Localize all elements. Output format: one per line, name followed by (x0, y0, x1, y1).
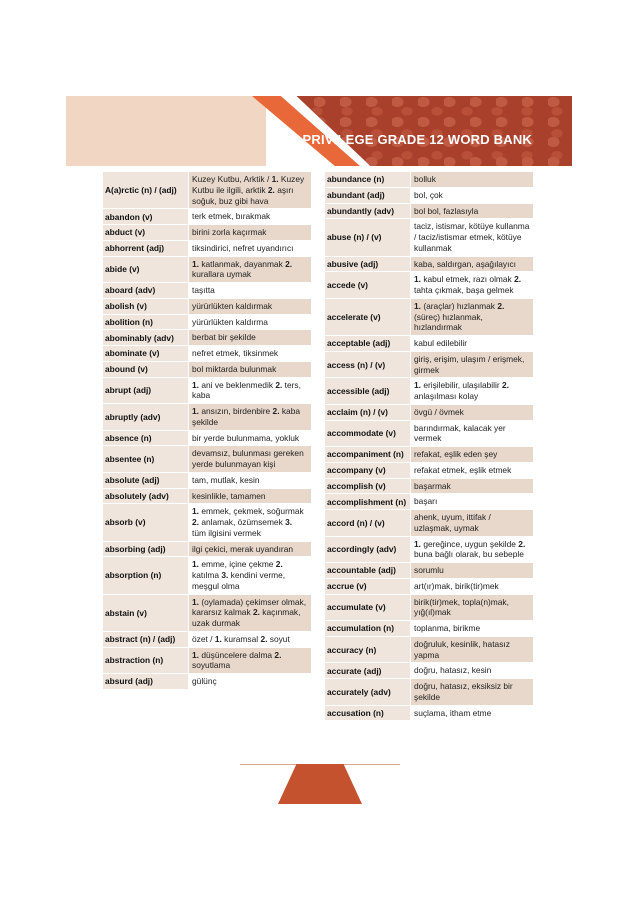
entry-word: abstract (n) / (adj) (103, 632, 189, 647)
entry-meaning: refakat, eşlik eden şey (411, 447, 533, 462)
table-row (103, 283, 311, 299)
table-row (325, 463, 533, 479)
table-row (103, 362, 311, 378)
entry-word: accede (v) (325, 272, 411, 298)
page-number-tab (278, 764, 362, 804)
entry-word: acceptable (adj) (325, 336, 411, 351)
entry-meaning: özet / 1. kuramsal 2. soyut (192, 633, 290, 644)
table-row (103, 542, 311, 558)
entry-word: accuracy (n) (325, 637, 411, 663)
entry-word: absence (n) (103, 431, 189, 446)
entry-word: accelerate (v) (325, 299, 411, 335)
table-row (103, 299, 311, 315)
table-row (103, 632, 311, 648)
entry-meaning: ahenk, uyum, ittifak / uzlaşmak, uymak (411, 510, 533, 536)
entry-meaning: 1. (oylamada) çekimser olmak, kararsız kalmak 2. kaçınmak, uzak durmak (189, 595, 311, 631)
table-row (325, 172, 533, 188)
table-row (325, 510, 533, 537)
entry-meaning: bir yerde bulunmama, yokluk (192, 432, 300, 443)
entry-meaning: 1. (araçlar) hızlanmak 2. (süreç) hızlanmak, hızlandırmak (411, 299, 533, 335)
entry-meaning: bol miktarda bulunmak (189, 362, 311, 377)
entry-meaning: toplanma, birikme (414, 623, 481, 633)
table-row (325, 679, 533, 706)
entry-word: abusive (adj) (325, 257, 411, 272)
entry-meaning: ilgi çekici, merak uyandıran (189, 542, 311, 557)
table-row (325, 272, 533, 299)
entry-meaning: devamsız, bulunması gereken yerde bulunmayan kişi (189, 446, 311, 472)
table-row (103, 489, 311, 505)
entry-meaning: 1. erişilebilir, ulaşılabilir 2. anlaşılması kolay (414, 380, 509, 401)
entry-meaning: 1. emme, içine çekme 2. katılma 3. kendini verme, meşgul olma (192, 559, 286, 591)
table-row (103, 225, 311, 241)
table-row (325, 637, 533, 664)
table-row (325, 405, 533, 421)
entry-meaning: doğru, hatasız, kesin (414, 665, 492, 676)
entry-word: accusation (n) (325, 706, 411, 721)
page-title: PRIVILEGE GRADE 12 WORD BANK (302, 132, 532, 147)
entry-word: A(a)rctic (n) / (adj) (103, 172, 189, 208)
entry-meaning: berbat bir şekilde (189, 330, 311, 345)
table-row (325, 352, 533, 379)
entry-word: abandon (v) (103, 209, 189, 224)
entry-meaning: nefret etmek, tiksinmek (192, 348, 279, 358)
entry-word: abruptly (adv) (103, 404, 189, 430)
table-row (103, 648, 311, 675)
entry-meaning: yürürlükten kaldırmak (189, 299, 311, 314)
entry-meaning: övgü / övmek (411, 405, 533, 420)
table-row (325, 563, 533, 579)
entry-meaning: Kuzey Kutbu, Arktik / 1. Kuzey Kutbu ile ilgili, arktik 2. aşırı soğuk, buz gibi hava (189, 172, 311, 208)
entry-word: acclaim (n) / (v) (325, 405, 411, 420)
entry-meaning: bolluk (411, 172, 533, 187)
entry-word: abide (v) (103, 257, 189, 283)
table-row (103, 504, 311, 541)
entry-word: abstain (v) (103, 595, 189, 631)
table-row (325, 494, 533, 510)
entry-meaning: başarmak (411, 479, 533, 494)
entry-word: accumulate (v) (325, 595, 411, 621)
entry-word: accurate (adj) (325, 663, 411, 678)
entry-word: abolition (n) (103, 315, 189, 330)
entry-word: absorption (n) (103, 557, 189, 593)
entry-word: abundantly (adv) (325, 204, 411, 219)
table-row (103, 431, 311, 447)
entry-word: accumulation (n) (325, 621, 411, 636)
table-row (325, 188, 533, 204)
entry-meaning: 1. katlanmak, dayanmak 2. kurallara uymak (189, 257, 311, 283)
entry-meaning: 1. ansızın, birdenbire 2. kaba şekilde (189, 404, 311, 430)
table-row (325, 421, 533, 448)
entry-word: abundant (adj) (325, 188, 411, 203)
entry-word: abstraction (n) (103, 648, 189, 674)
entry-word: absorbing (adj) (103, 542, 189, 557)
table-row (325, 219, 533, 256)
entry-meaning: kabul edilebilir (414, 338, 468, 348)
entry-word: accomplish (v) (325, 479, 411, 494)
table-row (103, 404, 311, 431)
entry-word: abduct (v) (103, 225, 189, 240)
entry-meaning: bol, çok (414, 189, 443, 200)
entry-meaning: tiksindirici, nefret uyandırıcı (192, 242, 294, 253)
entry-meaning: terk etmek, bırakmak (192, 211, 271, 222)
entry-meaning: suçlama, itham etme (414, 707, 492, 718)
entry-word: accomplishment (n) (325, 494, 411, 509)
table-row (325, 336, 533, 352)
entry-meaning: sorumlu (411, 563, 533, 578)
entry-meaning: 1. emmek, çekmek, soğurmak 2. anlamak, özümsemek 3. tüm ilgisini vermek (192, 506, 304, 538)
entry-meaning: 1. düşüncelere dalma 2. soyutlama (189, 648, 311, 674)
entry-meaning: art(ır)mak, birik(tir)mek (414, 580, 499, 591)
entry-word: accrue (v) (325, 579, 411, 594)
entry-word: abundance (n) (325, 172, 411, 187)
entry-word: aboard (adv) (103, 283, 189, 298)
entry-word: accessible (adj) (325, 378, 411, 404)
word-table-left (103, 172, 311, 690)
entry-word: accord (n) / (v) (325, 510, 411, 536)
table-row (325, 204, 533, 220)
entry-meaning: 1. kabul etmek, razı olmak 2. tahta çıkmak, başa gelmek (414, 274, 522, 295)
table-row (103, 595, 311, 632)
entry-word: abound (v) (103, 362, 189, 377)
entry-meaning: giriş, erişim, ulaşım / erişmek, girmek (411, 352, 533, 378)
table-row (325, 621, 533, 637)
table-row (325, 663, 533, 679)
table-row (103, 378, 311, 405)
entry-word: absurd (adj) (103, 674, 189, 689)
header-banner (66, 96, 572, 166)
entry-meaning: doğruluk, kesinlik, hatasız yapma (411, 637, 533, 663)
table-row (103, 473, 311, 489)
entry-meaning: 1. gereğince, uygun şekilde 2. buna bağlı olarak, bu sebeple (414, 538, 526, 560)
entry-word: absorb (v) (103, 504, 189, 540)
entry-word: abominate (v) (103, 346, 189, 361)
table-row (103, 315, 311, 331)
entry-word: abhorrent (adj) (103, 241, 189, 256)
table-row (325, 706, 533, 722)
entry-meaning: barındırmak, kalacak yer vermek (414, 422, 506, 444)
table-row (325, 378, 533, 405)
table-row (103, 209, 311, 225)
table-row (103, 674, 311, 690)
entry-word: absolutely (adv) (103, 489, 189, 504)
entry-meaning: taşıtta (192, 285, 215, 295)
word-table-right (325, 172, 533, 721)
table-row (103, 172, 311, 209)
entry-meaning: birini zorla kaçırmak (189, 225, 311, 240)
entry-word: abrupt (adj) (103, 378, 189, 404)
entry-meaning: kaba, saldırgan, aşağılayıcı (411, 257, 533, 272)
table-row (325, 447, 533, 463)
entry-word: abolish (v) (103, 299, 189, 314)
entry-word: access (n) / (v) (325, 352, 411, 378)
table-row (103, 446, 311, 473)
table-row (103, 557, 311, 594)
entry-word: absentee (n) (103, 446, 189, 472)
entry-word: accountable (adj) (325, 563, 411, 578)
entry-meaning: refakat etmek, eşlik etmek (414, 464, 512, 475)
table-row (103, 241, 311, 257)
entry-word: abominably (adv) (103, 330, 189, 345)
entry-word: accurately (adv) (325, 679, 411, 705)
entry-meaning: birik(tir)mek, topla(n)mak, yığ(ıl)mak (411, 595, 533, 621)
table-row (325, 479, 533, 495)
entry-meaning: tam, mutlak, kesin (192, 474, 260, 485)
table-row (325, 537, 533, 564)
table-row (103, 346, 311, 362)
table-row (325, 299, 533, 336)
table-row (325, 595, 533, 622)
entry-meaning: bol bol, fazlasıyla (411, 204, 533, 219)
entry-meaning: gülünç (192, 676, 217, 686)
entry-word: abuse (n) / (v) (325, 219, 411, 255)
entry-word: accordingly (adv) (325, 537, 411, 563)
entry-word: absolute (adj) (103, 473, 189, 488)
entry-meaning: yürürlükten kaldırma (192, 316, 268, 327)
entry-meaning: başarı (414, 496, 438, 507)
banner-beige-block (66, 96, 266, 166)
entry-meaning: taciz, istismar, kötüye kullanma / taciz/istismar etmek, kötüye kullanmak (414, 221, 530, 253)
entry-meaning: doğru, hatasız, eksiksiz bir şekilde (411, 679, 533, 705)
table-row (325, 579, 533, 595)
table-row (103, 257, 311, 284)
table-row (103, 330, 311, 346)
entry-meaning: 1. ani ve beklenmedik 2. ters, kaba (192, 379, 301, 401)
entry-meaning: kesinlikle, tamamen (189, 489, 311, 504)
table-row (325, 257, 533, 273)
entry-word: accompaniment (n) (325, 447, 411, 462)
entry-word: accommodate (v) (325, 421, 411, 447)
entry-word: accompany (v) (325, 463, 411, 478)
